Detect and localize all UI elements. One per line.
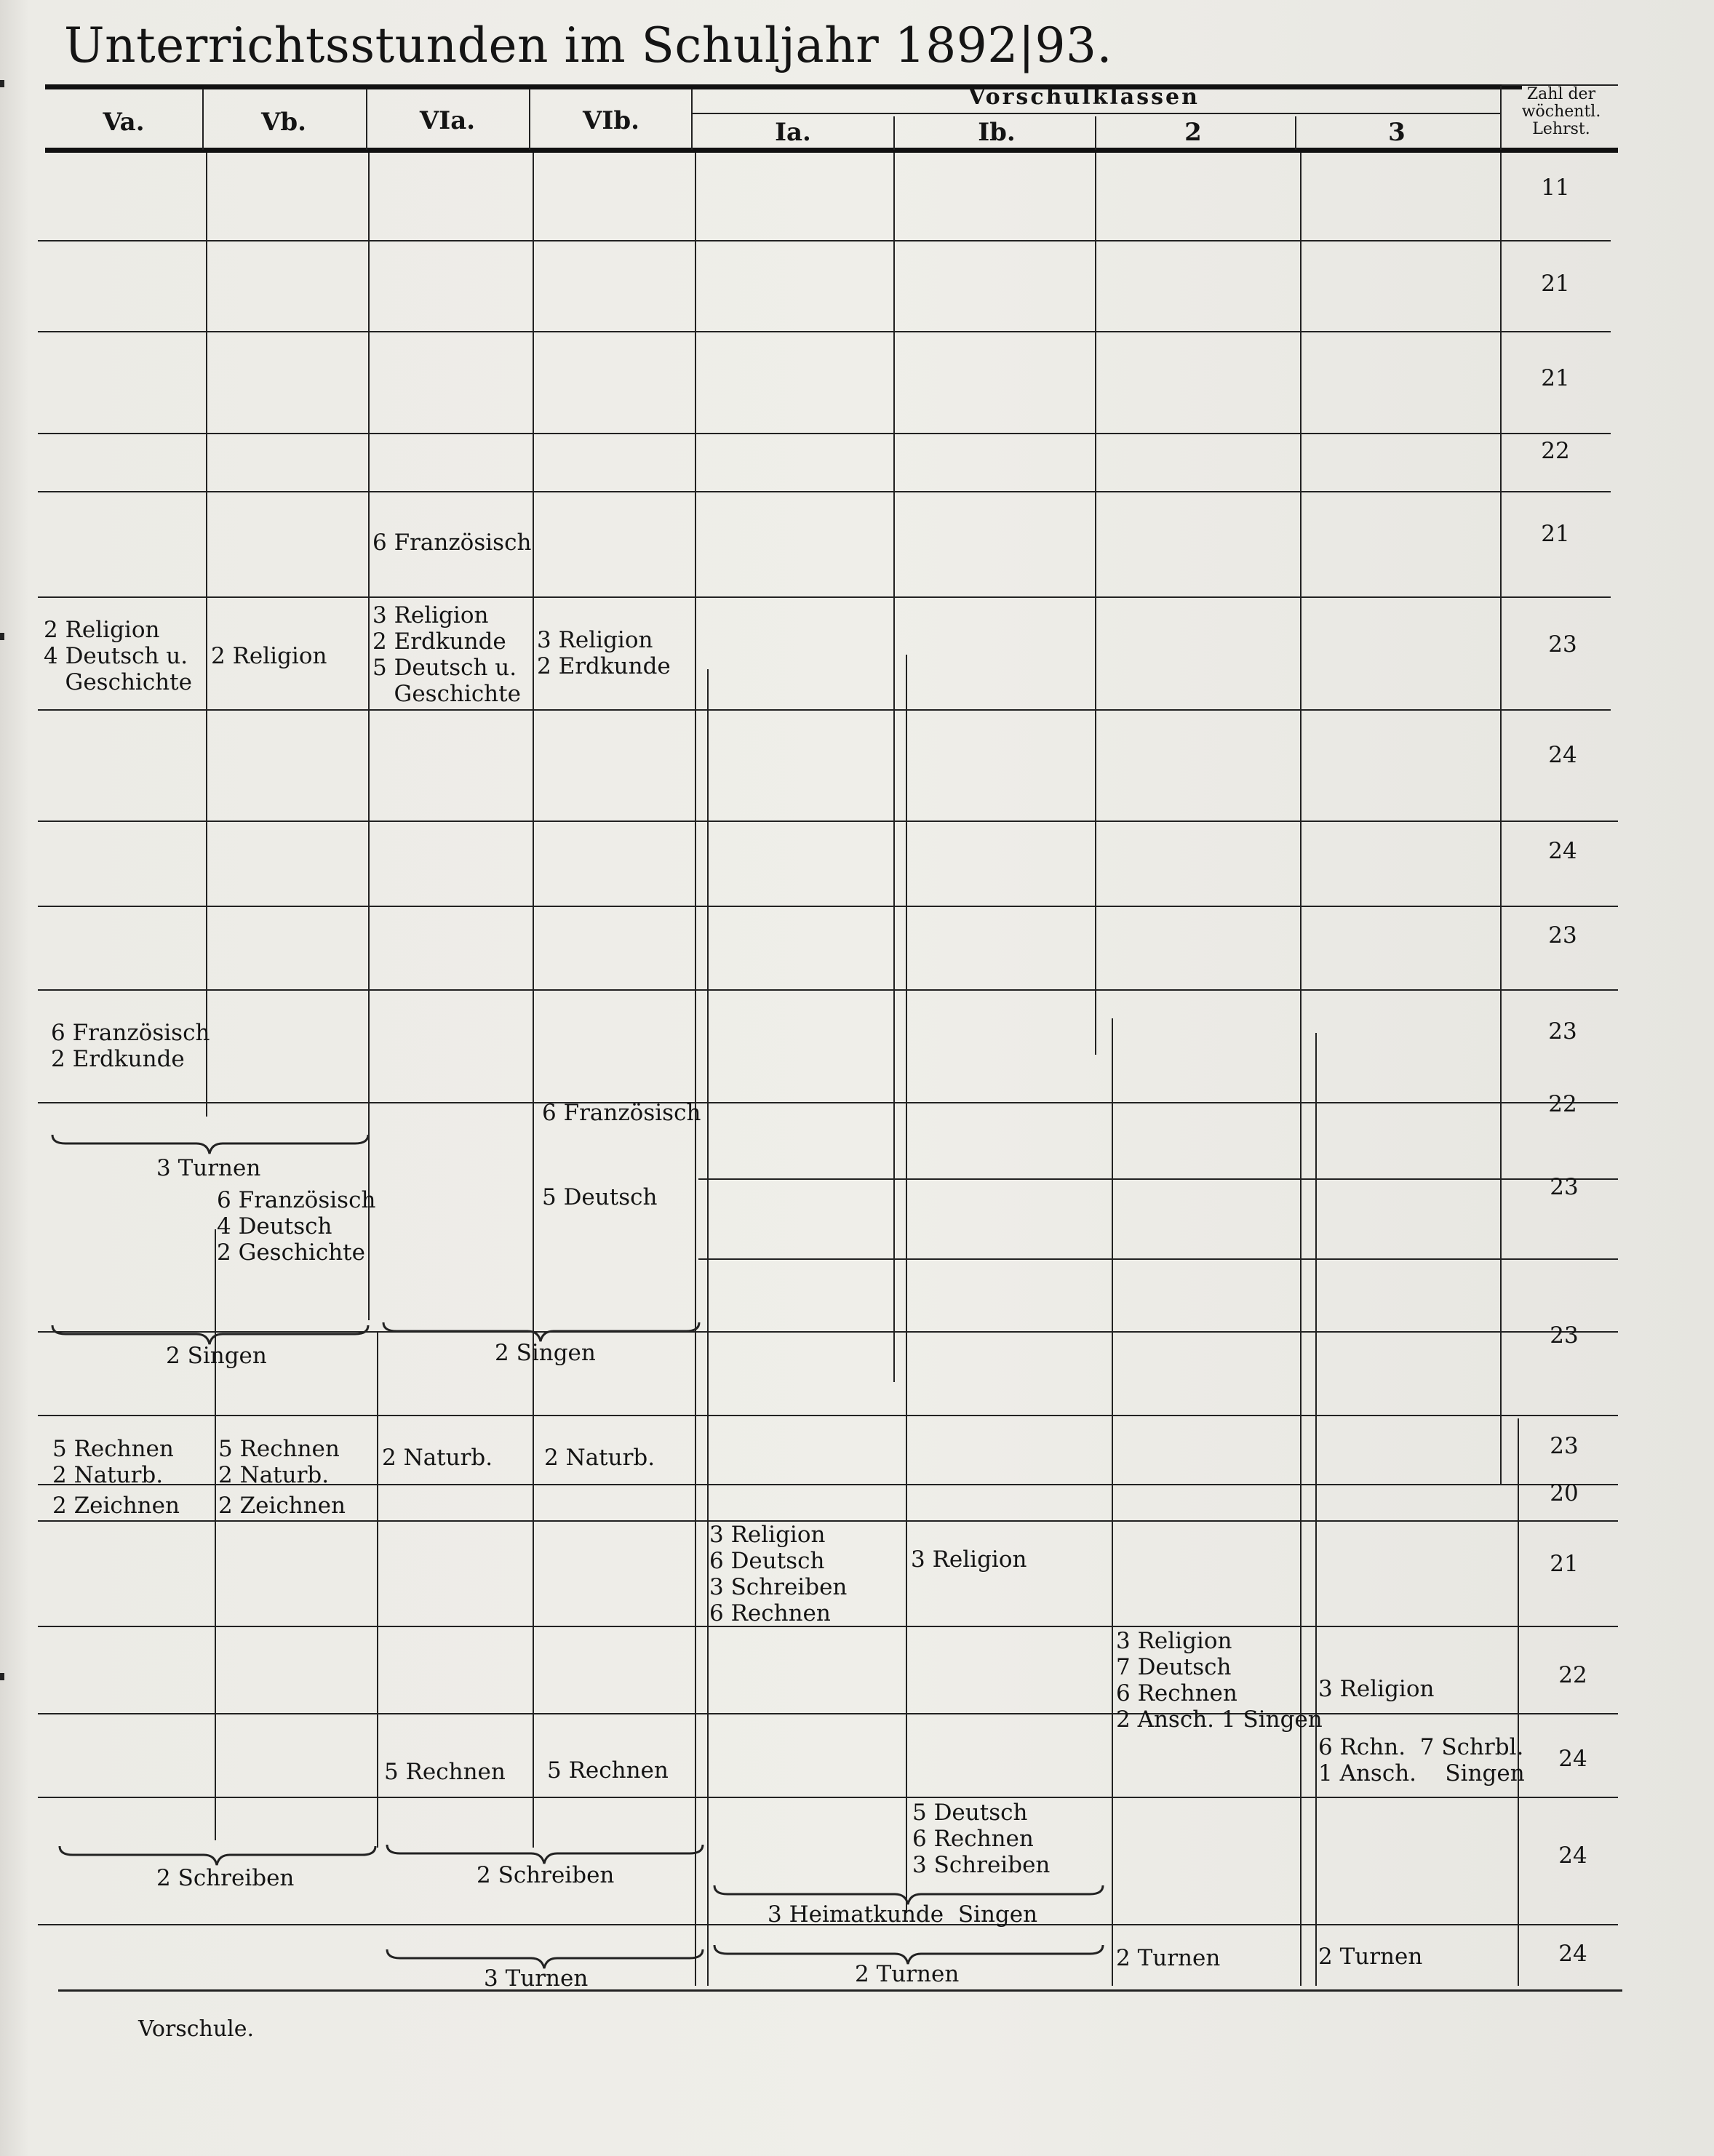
header-vorschulklassen: Vorschulklassen [968,84,1200,110]
header-bottom-rule [45,148,1618,153]
cell-va-religion: 2 Religion 4 Deutsch u. Geschichte [44,617,192,695]
total-value: 24 [1558,1941,1587,1967]
total-value: 24 [1558,1842,1587,1869]
column-divider [206,153,207,1117]
cell-vb-zeichnen: 2 Zeichnen [218,1493,346,1519]
cell-ib-religion: 3 Religion [911,1546,1027,1573]
total-value: 23 [1548,631,1577,658]
column-divider [377,1331,378,1848]
cell-klasse3-turnen: 2 Turnen [1318,1944,1423,1970]
total-value: 21 [1541,271,1570,297]
cell-via-franzoesisch: 6 Französisch [372,530,532,556]
row-line [38,1713,1618,1714]
cell-schreiben-va-vb: 2 Schreiben [156,1865,295,1891]
total-value: 23 [1550,1322,1579,1349]
cell-turnen-va-vb: 3 Turnen [156,1155,261,1181]
column-divider [215,1229,216,1840]
row-line [38,596,1611,598]
row-line [38,821,1618,822]
header-divider [366,89,367,150]
header-ia: Ia. [775,118,811,147]
cell-turnen-via-vib: 3 Turnen [484,1965,589,1992]
total-value: 24 [1558,1746,1587,1772]
header-divider [893,116,895,150]
row-line [38,240,1611,241]
cell-klasse3-rechnen: 6 Rchn. 7 Schrbl. 1 Ansch. Singen [1318,1734,1525,1786]
total-value: 20 [1550,1480,1579,1506]
total-value: 23 [1550,1433,1579,1459]
column-divider [533,153,534,1848]
total-value: 11 [1541,175,1570,201]
header-divider [1500,86,1502,150]
header-va: Va. [103,108,145,137]
header-divider [1295,116,1296,150]
cell-schreiben-via-vib: 2 Schreiben [477,1862,615,1888]
column-divider [707,669,709,1986]
row-line [698,1258,1618,1260]
header-klasse-3: 3 [1388,118,1406,147]
column-divider [1500,153,1502,1484]
cell-va-zeichnen: 2 Zeichnen [52,1493,180,1519]
header-divider [529,89,530,150]
row-line [698,1178,1618,1180]
header-zahl: Zahl der wöchentl. Lehrst. [1521,85,1601,138]
cell-vib-rechnen: 5 Rechnen [547,1757,669,1784]
row-line [38,1102,1618,1103]
header-via: VIa. [419,106,476,135]
column-divider [1095,153,1096,1055]
cell-ib-deutsch: 5 Deutsch 6 Rechnen 3 Schreiben [912,1800,1051,1878]
row-line [38,1415,1618,1416]
cell-turnen-ia-ib: 2 Turnen [855,1961,960,1987]
cell-vib-naturb: 2 Naturb. [544,1445,655,1471]
column-divider [906,655,907,1913]
total-value: 22 [1548,1091,1577,1117]
total-value: 22 [1558,1662,1587,1688]
row-line [38,433,1611,434]
column-divider [1518,1418,1519,1986]
margin-mark [0,80,4,87]
header-vb: Vb. [261,108,306,137]
total-value: 22 [1541,438,1570,464]
header-top-rule [45,84,1522,89]
cell-va-rechnen: 5 Rechnen 2 Naturb. [52,1436,174,1488]
total-value: 24 [1548,742,1577,768]
margin-mark [0,1673,4,1680]
cell-heimatkunde: 3 Heimatkunde Singen [768,1901,1038,1928]
cell-vib-religion: 3 Religion 2 Erdkunde [537,627,671,679]
header-klasse-2: 2 [1184,118,1202,147]
column-divider [695,153,696,1986]
row-line [38,1797,1618,1798]
cell-klasse2-turnen: 2 Turnen [1116,1945,1221,1971]
cell-ia-religion: 3 Religion 6 Deutsch 3 Schreiben 6 Rechnen [709,1522,848,1626]
vorschul-rule [691,113,1500,114]
cell-vb-franzoesisch: 6 Französisch 4 Deutsch 2 Geschichte [217,1187,376,1266]
cell-klasse3-religion: 3 Religion [1318,1676,1435,1702]
column-divider [1112,1018,1113,1986]
header-divider [202,89,204,150]
header-divider [691,89,693,150]
total-value: 24 [1548,838,1577,864]
total-value: 23 [1548,922,1577,949]
cell-singen-via-vib: 2 Singen [495,1340,596,1366]
row-line [38,491,1611,492]
header-ib: Ib. [978,118,1016,147]
cell-vb-rechnen: 5 Rechnen 2 Naturb. [218,1436,340,1488]
brace-va-vb [51,1135,371,1157]
cell-va-franzoesisch: 6 Französisch 2 Erdkunde [51,1020,210,1072]
cell-klasse2-religion: 3 Religion 7 Deutsch 6 Rechnen 2 Ansch. 1 Singen [1116,1628,1323,1733]
margin-mark [0,633,4,640]
cell-via-religion: 3 Religion 2 Erdkunde 5 Deutsch u. Geschichte [372,602,521,707]
footer-note: Vorschule. [138,2016,255,2042]
cell-singen-va-vb: 2 Singen [166,1343,267,1369]
row-line [38,906,1618,907]
total-value: 21 [1550,1551,1579,1577]
header-vib: VIb. [583,106,639,135]
page-title: Unterrichtsstunden im Schuljahr 1892|93. [64,17,1112,73]
cell-vib-deutsch: 5 Deutsch [542,1184,658,1210]
row-line [38,989,1618,991]
total-value: 21 [1541,521,1570,547]
cell-vb-religion: 2 Religion [211,643,327,669]
cell-via-naturb: 2 Naturb. [382,1445,493,1471]
cell-vib-franzoesisch: 6 Französisch [542,1100,701,1126]
cell-via-rechnen: 5 Rechnen [384,1759,506,1785]
header-divider [1095,116,1096,150]
row-line [38,709,1611,711]
column-divider [893,153,895,1382]
total-value: 23 [1550,1174,1579,1200]
column-divider [1315,1033,1317,1986]
table-bottom-rule [58,1989,1622,1992]
row-line [38,331,1611,332]
total-value: 23 [1548,1018,1577,1045]
total-value: 21 [1541,365,1570,391]
